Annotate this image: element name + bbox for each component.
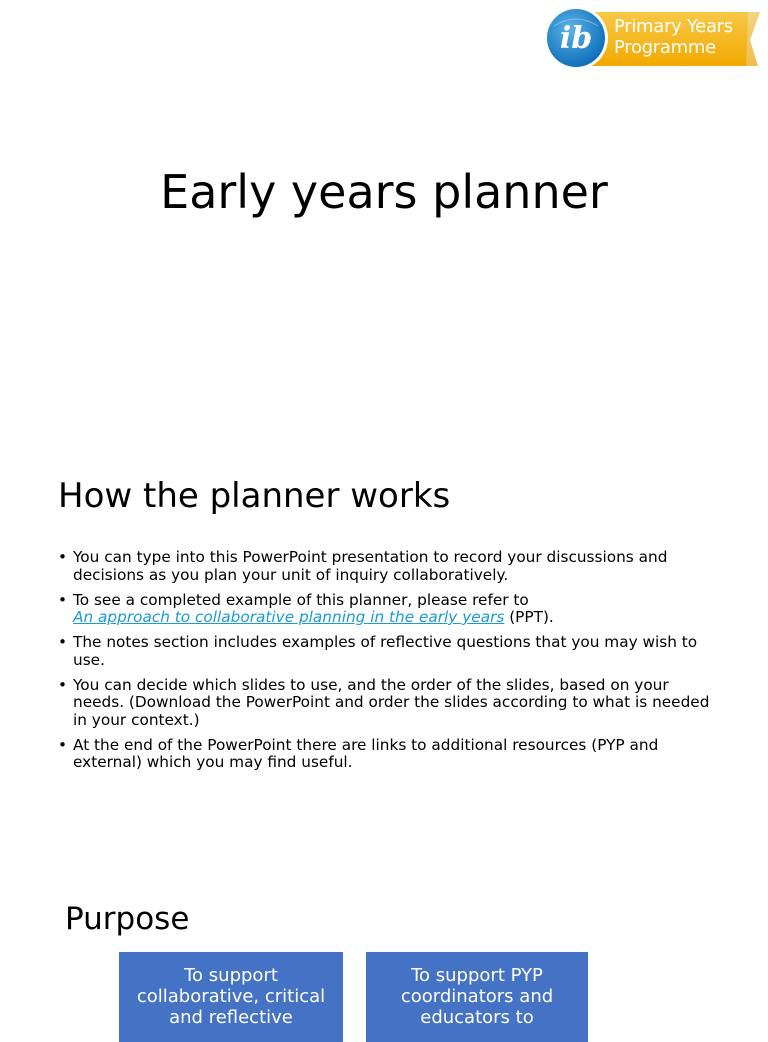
purpose-box-line: To support PYP (411, 965, 543, 986)
list-item-text-suffix: (PPT). (509, 608, 554, 626)
section-heading-planner: How the planner works (58, 476, 451, 516)
purpose-box-coordinators (366, 952, 588, 1042)
logo-line-1: Primary Years (614, 16, 733, 37)
bullet-icon: • (58, 735, 68, 754)
logo-wordmark (614, 16, 733, 58)
bullet-icon: • (58, 548, 68, 566)
ib-pyp-logo (544, 4, 762, 72)
ib-mark: ib (559, 21, 593, 56)
purpose-box-line: and reflective (169, 1007, 293, 1028)
list-item (58, 677, 718, 730)
purpose-box-line: To support (184, 965, 278, 986)
section-heading-purpose: Purpose (65, 901, 190, 937)
collaborative-planning-link[interactable]: An approach to collaborative planning in the early years (73, 608, 505, 626)
purpose-box-line: coordinators and (400, 986, 554, 1007)
bullet-icon: • (58, 590, 68, 609)
purpose-box-line: collaborative, critical (136, 986, 326, 1007)
bullet-icon: • (58, 633, 68, 651)
list-item (58, 634, 718, 669)
planner-bullet-list (58, 549, 718, 779)
list-item (58, 592, 718, 627)
purpose-box-collaborative (119, 952, 343, 1042)
list-item-text: To see a completed example of this planner, please refer to (73, 590, 529, 609)
page-title: Early years planner (160, 165, 608, 219)
logo-line-2: Programme (614, 37, 716, 58)
bullet-icon: • (58, 675, 68, 694)
list-item (58, 737, 718, 772)
list-item-text: You can type into this PowerPoint presentation to record your discussions and decisions as you plan your unit of inquiry collaboratively. (73, 548, 668, 584)
list-item-text: You can decide which slides to use, and the order of the slides, based on your needs. (Download the PowerPoint and order the slides according to what is needed in your context.) (73, 675, 710, 729)
list-item-text: The notes section includes examples of reflective questions that you may wish to use. (73, 633, 698, 669)
list-item (58, 549, 718, 584)
purpose-box-line: educators to (420, 1007, 534, 1028)
list-item-text: At the end of the PowerPoint there are links to additional resources (PYP and external) which you may find useful. (73, 735, 659, 771)
